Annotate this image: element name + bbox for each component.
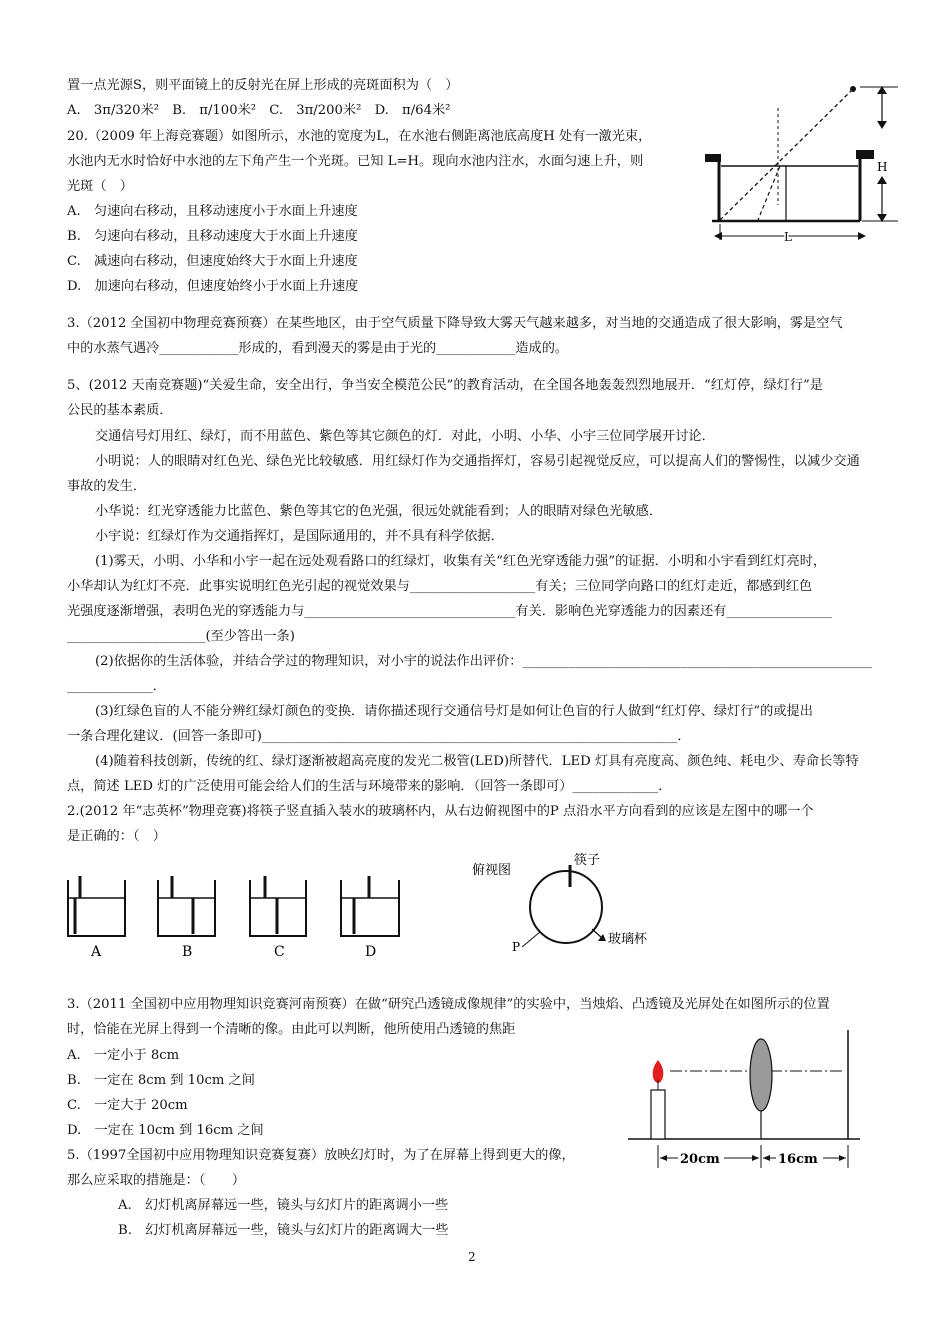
text-line: 交通信号灯用红、绿灯，而不用蓝色、紫色等其它颜色的灯．对此，小明、小华、小宇三位同学展开讨论． xyxy=(95,429,715,444)
text-line: 公民的基本素质． xyxy=(67,403,173,418)
top-view-title: 俯视图 xyxy=(472,863,512,878)
question-stem: 20.（2009 年上海竞赛题）如图所示，水池的宽度为L，在水池右侧距离池底高度H 处有一激光束， xyxy=(67,129,652,144)
question-stem: 3.（2011 全国初中应用物理知识竞赛河南预赛）在做“研究凸透镜成像规律”的实验中，当烛焰、凸透镜及光屏处在如图所示的位置 xyxy=(67,997,830,1012)
option-c: C. 一定大于 20cm xyxy=(67,1098,188,1113)
sub-question: (3)红绿色盲的人不能分辨红绿灯颜色的变换．请你描述现行交通信号灯是如何让色盲的行人做到“红灯停、绿灯行”的或提出 xyxy=(95,704,813,719)
text-line: 小宇说：红绿灯作为交通指挥灯，是国际通用的，并不具有科学依据． xyxy=(95,529,504,544)
option-b: B. 幻灯机离屏幕远一些，镜头与幻灯片的距离调大一些 xyxy=(118,1223,449,1238)
page-number: 2 xyxy=(468,1250,476,1264)
text-line: 小华说：红光穿透能力比蓝色、紫色等其它的色光强，很远处就能看到；人的眼睛对绿色光敏感． xyxy=(95,504,663,519)
distance-label-20: 20cm xyxy=(680,1152,720,1167)
cup-option-b xyxy=(158,876,215,960)
text-line: 点，简述 LED 灯的广泛使用可能会给人们的生活与环境带来的影响．（回答一条即可）_____________． xyxy=(67,779,672,794)
sub-question: (1)雾天，小明、小华和小宇一起在远处观看路口的红绿灯，收集有关“红色光穿透能力强”的证据．小明和小宇看到红灯亮时， xyxy=(95,554,827,569)
cup-option-c xyxy=(250,876,306,960)
text-line: 一条合理化建议．(回答一条即可)_______________________________________________________________． xyxy=(67,729,691,744)
text-line: 时，恰能在光屏上得到一个清晰的像。由此可以判断，他所使用凸透镜的焦距 xyxy=(67,1022,516,1037)
distance-label-16: 16cm xyxy=(778,1152,818,1167)
cup-label: B xyxy=(182,944,193,960)
chopstick-label: 筷子 xyxy=(574,853,601,868)
text-line: 小明说：人的眼睛对红色光、绿色光比较敏感．用红绿灯作为交通指挥灯，容易引起视觉反应，可以提高人们的警惕性，以减少交通 xyxy=(95,454,860,469)
sub-question: (2)依据你的生活体验，并结合学过的物理知识，对小宇的说法作出评价：_____________________________________________________ xyxy=(95,654,872,669)
pool-laser-figure xyxy=(700,80,910,248)
text-line: _____________． xyxy=(67,679,166,694)
text-line: 小华却认为红灯不亮．此事实说明红色光引起的视觉效果与___________________有关；三位同学向路口的红灯走近，都感到红色 xyxy=(67,579,813,594)
question-stem: 2.(2012 年“志英杯”物理竞赛)将筷子竖直插入装水的玻璃杯内，从右边俯视图中的P 点沿水平方向看到的应该是左图中的哪一个 xyxy=(67,804,814,819)
top-view-figure xyxy=(470,845,680,960)
text-line: 光斑（ ） xyxy=(67,179,133,194)
cup-label: A xyxy=(91,944,102,960)
question-stem: 5.（1997全国初中应用物理知识竞赛复赛）放映幻灯时，为了在屏幕上得到更大的像， xyxy=(67,1148,575,1163)
option-b: B. 一定在 8cm 到 10cm 之间 xyxy=(67,1073,255,1088)
option-b: B. 匀速向右移动，且移动速度大于水面上升速度 xyxy=(67,229,358,244)
text-line: 中的水蒸气遇冷____________形成的，看到漫天的雾是由于光的____________造成的。 xyxy=(67,341,569,356)
question-stem: 3.（2012 全国初中物理竞赛预赛）在某些地区，由于空气质量下降导致大雾天气越来越多，对当地的交通造成了很大影响，雾是空气 xyxy=(67,316,843,331)
cup-label: D xyxy=(365,944,377,960)
text-line: _____________________(至少答出一条) xyxy=(67,629,295,644)
option-a: A. 一定小于 8cm xyxy=(67,1048,180,1063)
pool-width-label: L xyxy=(784,230,792,244)
cup-option-a xyxy=(68,876,125,960)
question-stem: 5、(2012 天南竞赛题)“关爱生命，安全出行，争当安全模范公民”的教育活动，在全国各地轰轰烈烈地展开．“红灯停，绿灯行”是 xyxy=(67,378,823,393)
pool-height-label: H xyxy=(877,160,888,174)
lens-setup-figure xyxy=(620,1030,870,1180)
option-c: C. 减速向右移动，但速度始终大于水面上升速度 xyxy=(67,254,358,269)
question-options: A. 3π/320米² B. π/100米² C. 3π/200米² D. π/64米² xyxy=(67,103,451,118)
glass-label: 玻璃杯 xyxy=(608,932,648,947)
text-line: 是正确的：（ ） xyxy=(67,829,166,844)
text-line: 置一点光源S，则平面镜上的反射光在屏上形成的亮斑面积为（ ） xyxy=(67,78,459,93)
cup-options-figure xyxy=(60,868,420,964)
option-d: D. 一定在 10cm 到 16cm 之间 xyxy=(67,1123,264,1138)
sub-question: (4)随着科技创新，传统的红、绿灯逐渐被超高亮度的发光二极管(LED)所替代．LED 灯具有亮度高、颜色纯、耗电少、寿命长等特 xyxy=(95,754,859,769)
text-line: 事故的发生． xyxy=(67,479,147,494)
option-a: A. 匀速向右移动，且移动速度小于水面上升速度 xyxy=(67,204,358,219)
text-line: 那么应采取的措施是：（ ） xyxy=(67,1173,246,1188)
text-line: 光强度逐渐增强，表明色光的穿透能力与________________________________有关．影响色光穿透能力的因素还有________________ xyxy=(67,604,832,619)
option-d: D. 加速向右移动，但速度始终小于水面上升速度 xyxy=(67,279,359,294)
text-line: 水池内无水时恰好中水池的左下角产生一个光斑。已知 L=H。现向水池内注水，水面匀速上升，则 xyxy=(67,154,644,169)
cup-label: C xyxy=(274,944,285,960)
point-p-label: P xyxy=(512,940,521,954)
option-a: A. 幻灯机离屏幕远一些，镜头与幻灯片的距离调小一些 xyxy=(118,1198,449,1213)
cup-option-d xyxy=(341,876,399,960)
